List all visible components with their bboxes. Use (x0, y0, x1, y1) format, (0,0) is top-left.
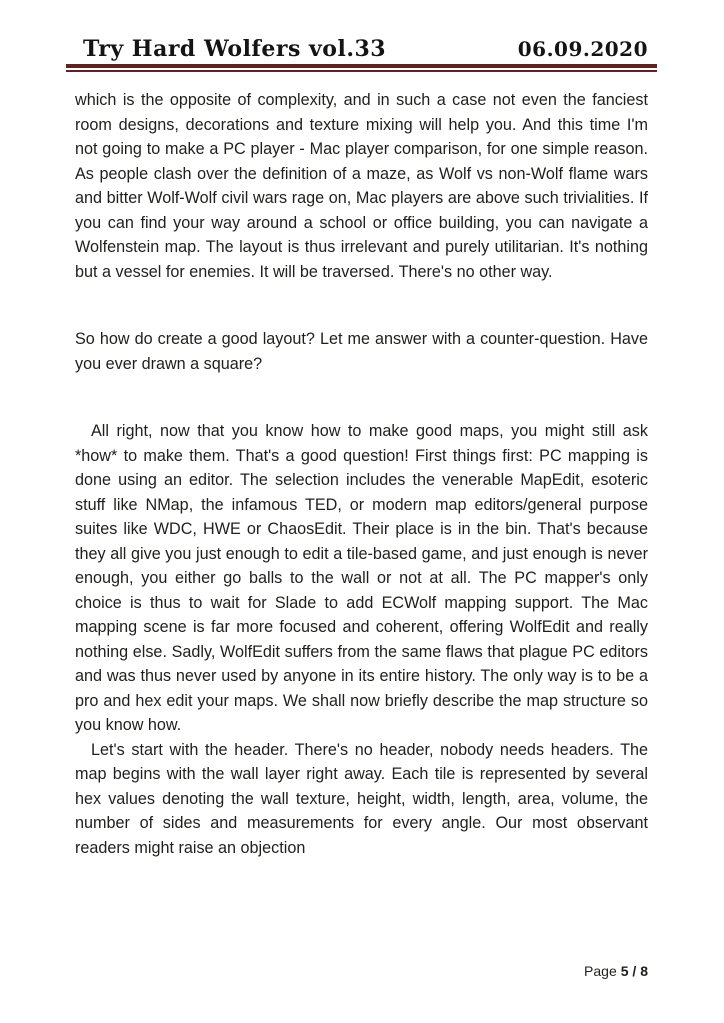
issue-date: 06.09.2020 (517, 37, 648, 61)
article-body (75, 88, 648, 860)
newsletter-title: Try Hard Wolfers vol.33 (83, 36, 387, 62)
paragraph-1: which is the opposite of complexity, and in such a case not even the fanciest room designs, decorations and texture mixing will help you. And this time I'm not going to make a PC player - Mac player comparison, for one simple reason. As people clash over the definition of a maze, as Wolf vs non-Wolf flame wars and bitter Wolf-Wolf civil wars rage on, Mac players are above such trivialities. If you can find your way around a school or office building, you can navigate a Wolfenstein map. The layout is thus irrelevant and purely utilitarian. It's nothing but a vessel for enemies. It will be traversed. There's no other way. (75, 91, 648, 281)
paragraph-3: All right, now that you know how to make good maps, you might still ask *how* to make them. That's a good question! First things first: PC mapping is done using an editor. The selection includes the venerable MapEdit, esoteric stuff like NMap, the infamous TED, or modern map editors/general purpose suites like WDC, HWE or ChaosEdit. Their place is in the bin. That's because they all give you just enough to edit a tile-based game, and just enough is never enough, you either go balls to the wall or not at all. The PC mapper's only choice is thus to wait for Slade to add ECWolf mapping support. The Mac mapping scene is far more focused and coherent, offering WolfEdit and really nothing else. Sadly, WolfEdit suffers from the same flaws that plague PC editors and was thus never used by anyone in its entire history. The only way is to be a pro and hex edit your maps. We shall now briefly describe the map structure so you know how. (75, 422, 648, 734)
paragraph-4: Let's start with the header. There's no header, nobody needs headers. The map begins with the wall layer right away. Each tile is represented by several hex values denoting the wall texture, height, width, length, area, volume, the number of sides and measurements for every angle. Our most observant readers might raise an objection (75, 740, 648, 857)
page-header (75, 36, 648, 62)
page-footer-label: Page (584, 963, 617, 979)
page-number: 5 / 8 (620, 963, 648, 979)
paragraph-2: So how do create a good layout? Let me answer with a counter-question. Have you ever drawn a square? (75, 330, 648, 373)
header-rule (66, 64, 657, 72)
page-footer (584, 963, 648, 979)
